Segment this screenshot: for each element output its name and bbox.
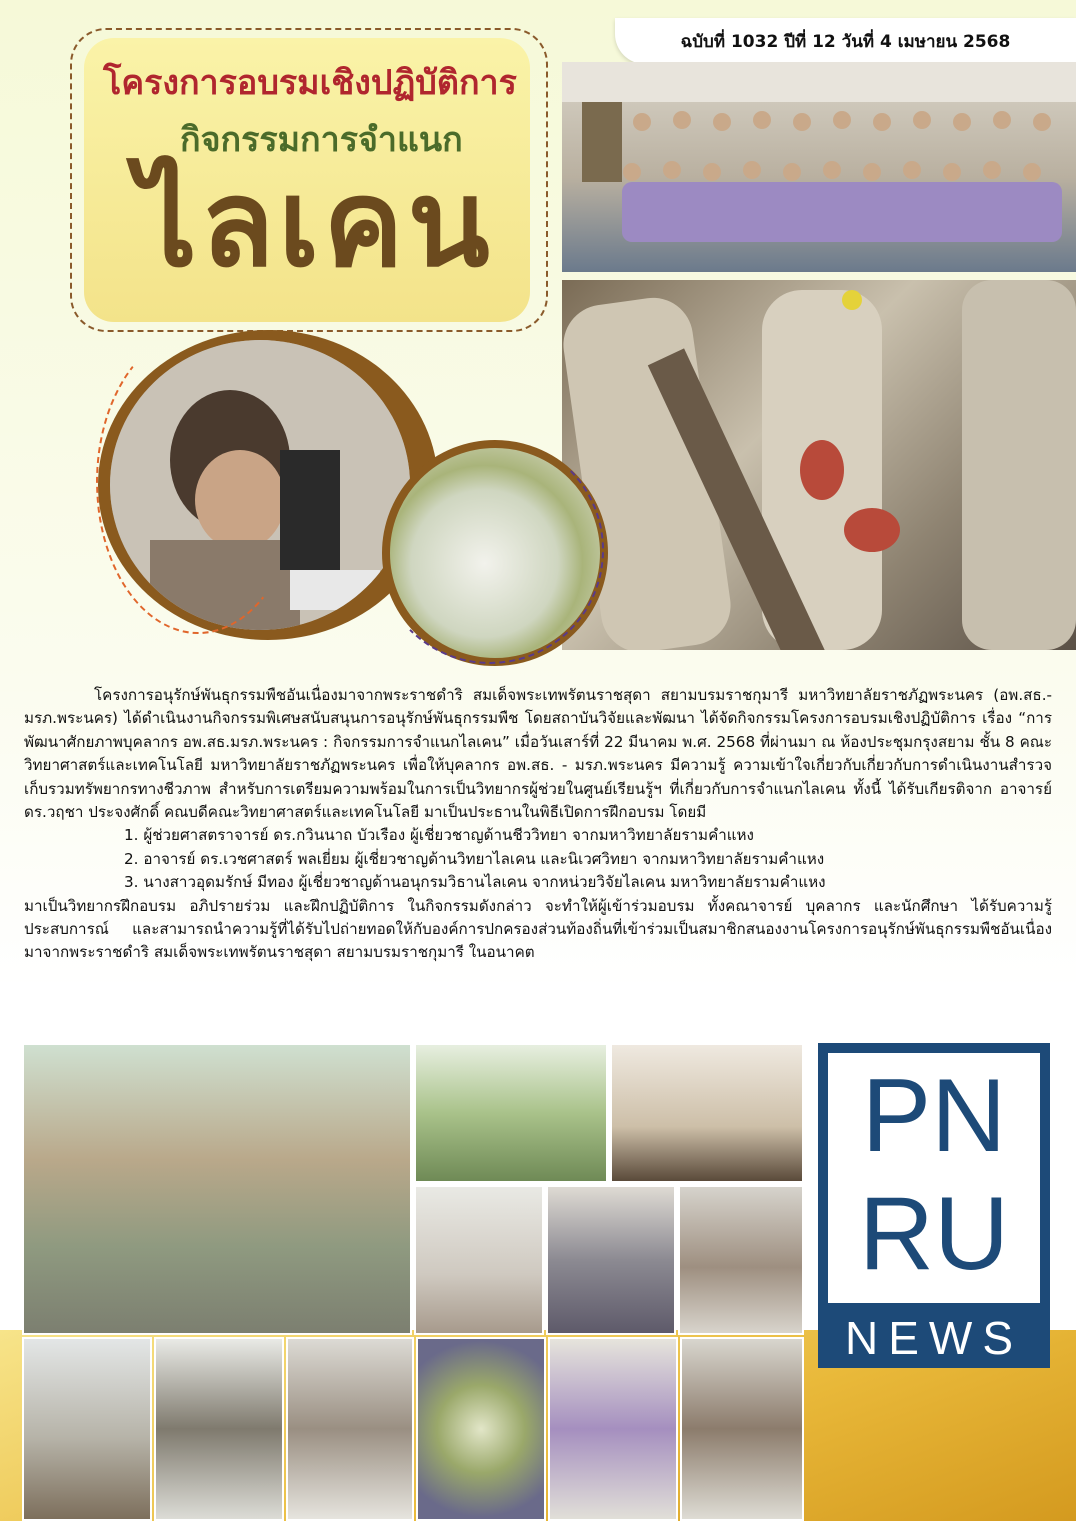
collage-photo <box>414 1185 544 1335</box>
collage-photo <box>678 1185 804 1335</box>
lichen-branches-photo <box>562 280 1076 650</box>
collage-photo <box>546 1185 676 1335</box>
logo-line-1: PN <box>861 1058 1007 1174</box>
title-line-2: กิจกรรมการจำแนก <box>180 120 463 160</box>
collage-photo <box>548 1337 678 1521</box>
collage-photo <box>680 1337 804 1521</box>
collage-photo <box>154 1337 284 1521</box>
speaker-item: 2. อาจารย์ ดร.เวชศาสตร์ พลเยี่ยม ผู้เชี่ยวชาญด้านวิทยาไลเคน และนิเวศวิทยา จากมหาวิทยาลัยรามคำแหง <box>124 849 825 868</box>
collage-photo <box>416 1337 546 1521</box>
article-paragraph: มาเป็นวิทยากรฝึกอบรม อภิปรายร่วม และฝึกปฏิบัติการ ในกิจกรรมดังกล่าว จะทำให้ผู้เข้าร่วมอบรม ทั้งคณาจารย์ บุคลากร และนักศึกษา ได้รับความรู้ประสบการณ์ และสามารถนำความรู้ที่ได้รับไปถ่ายทอดให้กับองค์การปกครองส่วนท้องถิ่นที่เข้าร่วมเป็นสมาชิกสนองงานโครงการอนุรักษ์พันธุกรรมพืชอันเนื่องมาจากพระราชดำริ สมเด็จพระเทพรัตนราชสุดา สยามบรมราชกุมารี ในอนาคต <box>24 896 1052 962</box>
group-photo <box>562 62 1076 272</box>
collage-photo <box>22 1043 412 1335</box>
decorative-dashed-arc <box>96 330 300 634</box>
collage-photo <box>610 1043 804 1183</box>
logo-panel <box>828 1053 1040 1303</box>
logo-line-2: RU <box>858 1176 1010 1292</box>
article-body <box>24 684 1052 965</box>
title-line-1: โครงการอบรมเชิงปฏิบัติการ <box>103 63 517 103</box>
collage-photo <box>22 1337 152 1521</box>
title-line-3: ไลเคน <box>136 155 494 294</box>
speaker-item: 1. ผู้ช่วยศาสตราจารย์ ดร.กวินนาถ บัวเรือง ผู้เชี่ยวชาญด้านชีววิทยา จากมหาวิทยาลัยรามคำแหง <box>124 826 754 845</box>
article-paragraph: โครงการอนุรักษ์พันธุกรรมพืชอันเนื่องมาจากพระราชดำริ สมเด็จพระเทพรัตนราชสุดา สยามบรมราชกุมารี มหาวิทยาลัยราชภัฏพระนคร (อพ.สธ.-มรภ.พระนคร) ได้ดำเนินงานกิจกรรมพิเศษสนับสนุนการอนุรักษ์พันธุกรรมพืช โดยสถาบันวิจัยและพัฒนา ได้จัดกิจกรรมโครงการอบรมเชิงปฏิบัติการ เรื่อง “การพัฒนาศักยภาพบุคลากร อพ.สธ.มรภ.พระนคร : กิจกรรมการจำแนกไลเคน” เมื่อวันเสาร์ที่ 22 มีนาคม พ.ศ. 2568 ที่ผ่านมา ณ ห้องประชุมกรุงสยาม ชั้น 8 คณะวิทยาศาสตร์และเทคโนโลยี มหาวิทยาลัยราชภัฏพระนคร เพื่อให้บุคลากร อพ.สธ. - มรภ.พระนคร มีความรู้ ความเข้าใจเกี่ยวกับเกี่ยวกับการดำเนินงานสำรวจเก็บรวมทรัพยากรทางชีวภาพ สำหรับการเตรียมความพร้อมในการเป็นวิทยากรผู้ช่วยในศูนย์เรียนรู้ฯ ที่เกี่ยวกับการจำแนกไลเคน ทั้งนี้ ได้รับเกียรติจาก อาจารย์ ดร.วฤชา ประจงศักดิ์ คณบดีคณะวิทยาศาสตร์และเทคโนโลยี มาเป็นประธานในพิธีเปิดการฝึกอบรม โดยมี <box>24 686 1052 822</box>
speaker-item: 3. นางสาวอุดมรักษ์ มีทอง ผู้เชี่ยวชาญด้านอนุกรมวิธานไลเคน จากหน่วยวิจัยไลเคน มหาวิทยาลัยรามคำแหง <box>124 873 826 892</box>
pnru-news-logo <box>818 1043 1050 1368</box>
logo-news-label: NEWS <box>845 1312 1023 1364</box>
issue-label: ฉบับที่ 1032 ปีที่ 12 วันที่ 4 เมษายน 2568 <box>615 18 1076 64</box>
decorative-dashed-arc <box>376 436 604 664</box>
collage-photo <box>414 1043 608 1183</box>
collage-photo <box>286 1337 414 1521</box>
